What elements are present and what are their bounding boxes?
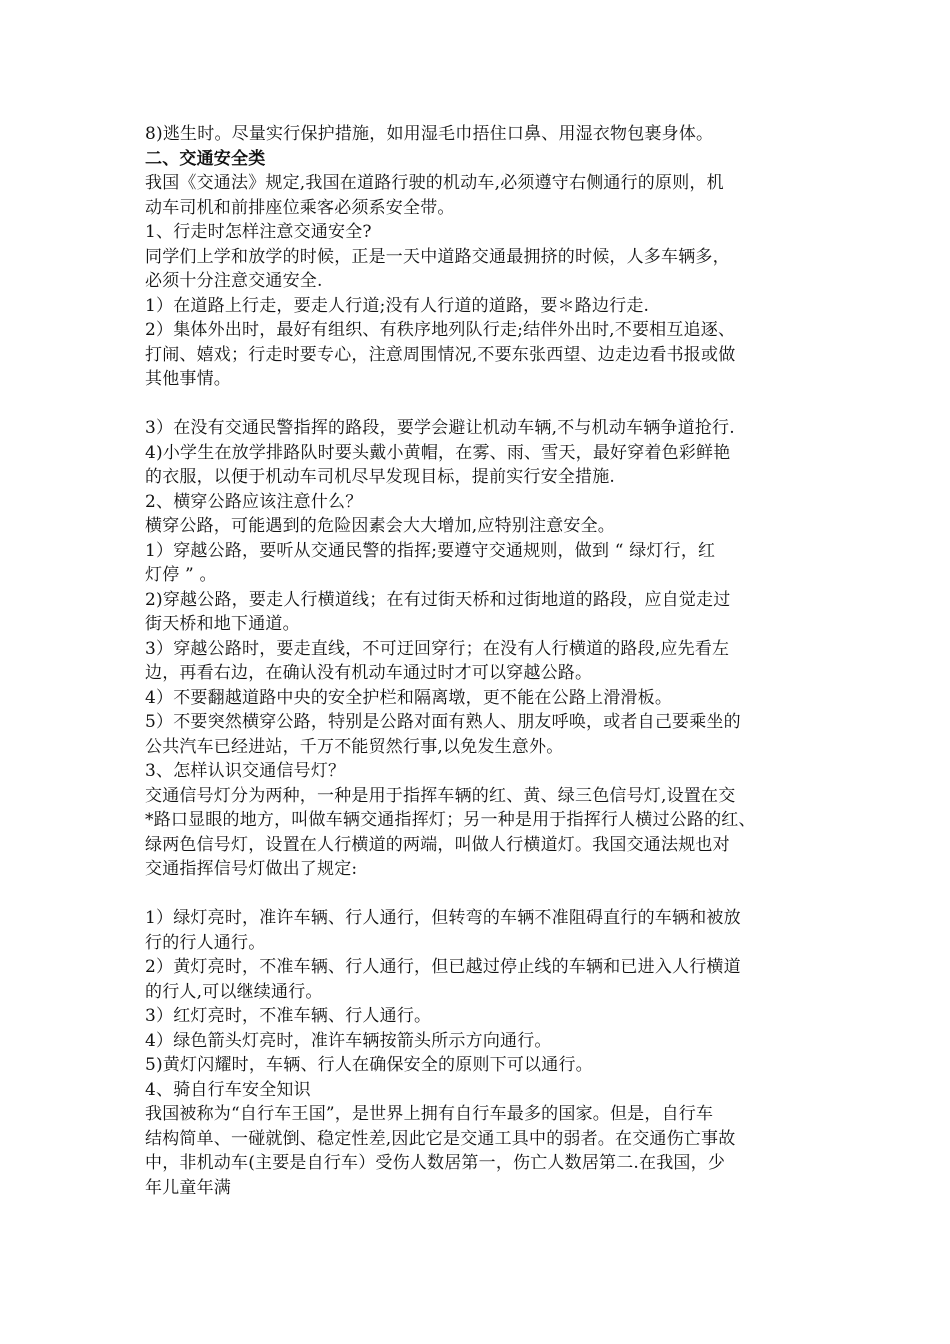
text-line: 公共汽车已经进站，千万不能贸然行事,以免发生意外。 xyxy=(145,736,564,757)
text-line: 的行人,可以继续通行。 xyxy=(145,981,323,1002)
text-line: 打闹、嬉戏；行走时要专心，注意周围情况,不要东张西望、边走边看书报或做 xyxy=(145,344,736,365)
text-line: 5）不要突然横穿公路，特别是公路对面有熟人、朋友呼唤，或者自己要乘坐的 xyxy=(145,712,741,732)
blank-line xyxy=(145,392,825,417)
text-line: 同学们上学和放学的时候，正是一天中道路交通最拥挤的时候，人多车辆多， xyxy=(145,246,730,267)
text-line: 横穿公路，可能遇到的危险因素会大大增加,应特别注意安全。 xyxy=(145,516,616,536)
text-line: 1、行走时怎样注意交通安全? xyxy=(145,222,372,242)
text-line: 交通信号灯分为两种，一种是用于指挥车辆的红、黄、绿三色信号灯,设置在交 xyxy=(145,785,736,806)
text-line: 4）不要翻越道路中央的安全护栏和隔离墩，更不能在公路上滑滑板。 xyxy=(145,687,673,708)
text-line: 4）绿色箭头灯亮时，准许车辆按箭头所示方向通行。 xyxy=(145,1030,552,1051)
text-line: 绿两色信号灯，设置在人行横道的两端，叫做人行横道灯。我国交通法规也对 xyxy=(145,834,730,855)
text-line: 2）集体外出时，最好有组织、有秩序地列队行走;结伴外出时,不要相互追逐、 xyxy=(145,320,736,340)
text-line: 中，非机动车(主要是自行车）受伤人数居第一，伤亡人数居第二.在我国，少 xyxy=(145,1153,726,1173)
text-line: 3、怎样认识交通信号灯？ xyxy=(145,761,346,781)
text-line: 1）穿越公路，要听从交通民警的指挥;要遵守交通规则，做到 “ 绿灯行，红 xyxy=(145,540,716,561)
text-line: 4、骑自行车安全知识 xyxy=(145,1079,311,1100)
text-line: 2)穿越公路，要走人行横道线；在有过街天桥和过街地道的路段，应自觉走过 xyxy=(145,589,731,610)
text-line: 3）穿越公路时，要走直线，不可迂回穿行；在没有人行横道的路段,应先看左 xyxy=(145,638,730,659)
text-line: 边，再看右边，在确认没有机动车通过时才可以穿越公路。 xyxy=(145,663,593,683)
text-line: 2）黄灯亮时，不准车辆、行人通行，但已越过停止线的车辆和已进入人行横道 xyxy=(145,957,741,977)
text-line: 的衣服，以便于机动车司机尽早发现目标，提前实行安全措施. xyxy=(145,467,616,487)
text-line: 我国《交通法》规定,我国在道路行驶的机动车,必须遵守右侧通行的原则，机 xyxy=(145,173,724,193)
text-line: 8)逃生时。尽量实行保护措施，如用湿毛巾捂住口鼻、用湿衣物包裹身体。 xyxy=(145,124,714,144)
text-line: 动车司机和前排座位乘客必须系安全带。 xyxy=(145,197,455,218)
text-line: 4)小学生在放学排路队时要头戴小黄帽，在雾、雨、雪天，最好穿着色彩鲜艳 xyxy=(145,442,731,463)
text-line: 年儿童年满 xyxy=(145,1177,231,1198)
text-line: 3）在没有交通民警指挥的路段，要学会避让机动车辆,不与机动车辆争道抢行. xyxy=(145,418,735,438)
text-line: 行的行人通行。 xyxy=(145,932,266,953)
text-line: 我国被称为“自行车王国”，是世界上拥有自行车最多的国家。但是，自行车 xyxy=(145,1104,714,1124)
text-line: 结构简单、一碰就倒、稳定性差,因此它是交通工具中的弱者。在交通伤亡事故 xyxy=(145,1128,736,1149)
text-line: 其他事情。 xyxy=(145,369,231,389)
text-line: 灯停 ” 。 xyxy=(145,565,217,585)
section-heading: 二、交通安全类 xyxy=(145,148,266,169)
text-line: 必须十分注意交通安全. xyxy=(145,271,323,291)
text-line: *路口显眼的地方，叫做车辆交通指挥灯；另一种是用于指挥行人横过公路的红、 xyxy=(145,810,756,830)
text-line: 街天桥和地下通道。 xyxy=(145,614,300,634)
text-line: 5)黄灯闪耀时，车辆、行人在确保安全的原则下可以通行。 xyxy=(145,1055,593,1075)
text-line: 1）在道路上行走，要走人行道;没有人行道的道路，要＊路边行走. xyxy=(145,295,650,316)
document-body xyxy=(145,122,825,1200)
text-line: 3）红灯亮时，不准车辆、行人通行。 xyxy=(145,1006,432,1026)
text-line: 2、横穿公路应该注意什么？ xyxy=(145,491,363,512)
text-line: 1）绿灯亮时，准许车辆、行人通行，但转弯的车辆不准阻碍直行的车辆和被放 xyxy=(145,908,741,928)
text-line: 交通指挥信号灯做出了规定: xyxy=(145,859,358,879)
blank-line xyxy=(145,882,825,907)
